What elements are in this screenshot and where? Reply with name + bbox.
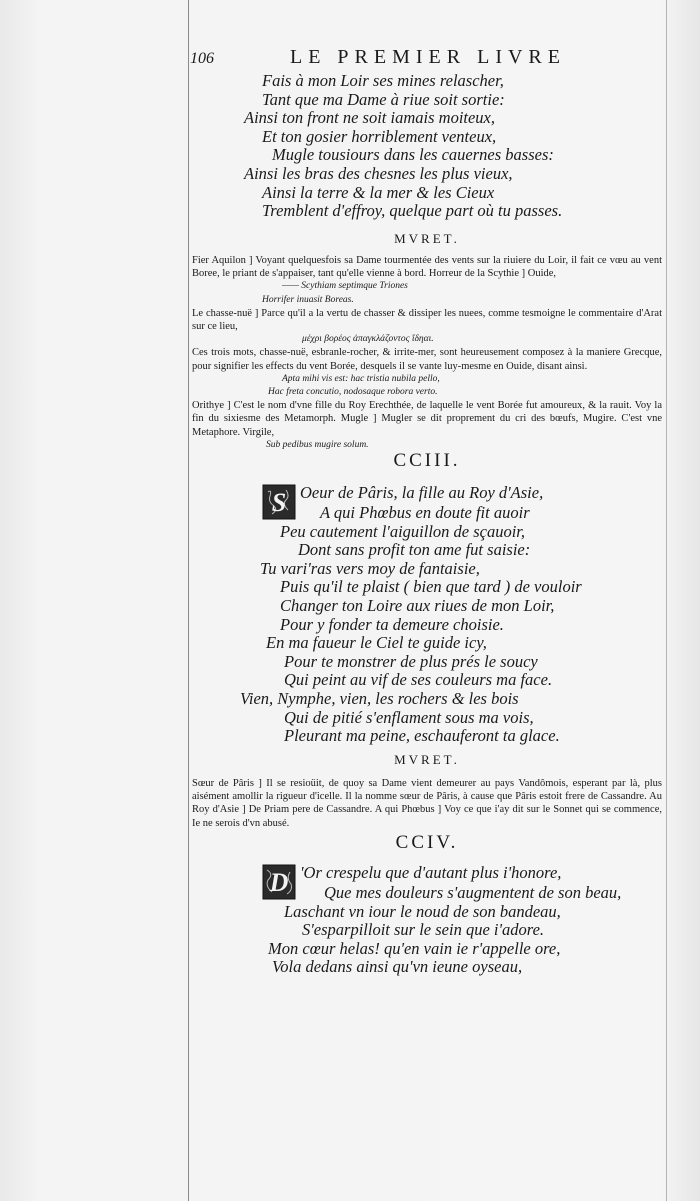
commentary-heading: MVRET. [394, 231, 460, 246]
poem-line: Mugle tousiours dans les cauernes basses: [272, 145, 554, 165]
poem-line: Tant que ma Dame à riue soit sortie: [262, 89, 505, 109]
poem-line: En ma faueur le Ciel te guide icy, [266, 633, 487, 653]
poem-line: Peu cautement l'aiguillon de sçauoir, [280, 521, 526, 541]
commentary-paragraph: Sœur de Pâris ] Il se resioüit, de quoy sa Dame vient demeurer au pays Vandômois, esperant par là, plus aisément amollir la rigueur d'icelle. Il la nomme sœur de Pâris, à cause que Pâris estoit frere de Cassandre. Au Roy d'Asie ] De Priam pere de Cassandre. A qui Phœbus ] Voy ce que i'ay dit sur le Sonnet qui se commence, Ie ne serois d'vn abusé. [192, 778, 662, 829]
poem-line: Changer ton Loire aux riues de mon Loir, [280, 595, 555, 615]
sonnet-number: CCIII. [393, 450, 461, 471]
dropcap-s-icon [262, 484, 296, 520]
commentary-paragraph: Ces trois mots, chasse-nuë, esbranle-rocher, & irrite-mer, sont heureusement composez à la maniere Grecque, pour signifier les effects du vent Borée, desquels il se vante luy-mesme en Ouide, disant ainsi. [192, 347, 662, 372]
svg-text:S: S [271, 488, 287, 517]
latin-quote: —— Scythiam septimque Triones [282, 281, 408, 292]
poem-line: Fais à mon Loir ses mines relascher, [262, 71, 504, 90]
poem-line: Dont sans profit ton ame fut saisie: [298, 540, 531, 560]
poem-line: Ainsi les bras des chesnes les plus vieux, [244, 163, 513, 183]
poem-line: Vola dedans ainsi qu'vn ieune oyseau, [272, 957, 523, 977]
commentary-paragraph: Fier Aquilon ] Voyant quelquesfois sa Dame tourmentée des vents sur la riuiere du Loir, il fait ce vœu au vent Boree, le priant de s'appaiser, tant qu'elle vienne à bord. Horreur de la Scythie ] Ouide, [192, 255, 662, 280]
commentary-heading: MVRET. [394, 752, 460, 767]
commentary-block [192, 777, 662, 830]
poem-line: Mon cœur helas! qu'en vain ie r'appelle ore, [268, 938, 561, 958]
poem-line: Ainsi la terre & la mer & les Cieux [262, 182, 495, 202]
poem-line: S'esparpilloit sur le sein que i'adore. [302, 920, 545, 940]
poem-line: Laschant vn iour le noud de son bandeau, [284, 901, 561, 921]
sonnet-number: CCIV. [395, 832, 459, 853]
poem-line: Puis qu'il te plaist ( bien que tard ) de vouloir [280, 577, 582, 597]
poem-line: Qui peint au vif de ses couleurs ma face. [284, 670, 553, 690]
commentary-paragraph: Le chasse-nuë ] Parce qu'il a la vertu de chasser & dissiper les nuees, comme tesmoigne le commentaire d'Arat sur ce lieu, [192, 307, 662, 333]
sonnet-cciv [262, 864, 642, 977]
poem-line: Pour te monstrer de plus prés le soucy [284, 651, 538, 671]
latin-quote: Sub pedibus mugire solum. [266, 439, 369, 450]
running-head: LE PREMIER LIVRE [290, 46, 566, 68]
poem-continuation [244, 71, 642, 221]
poem-line: A qui Phœbus en doute fit auoir [320, 503, 530, 522]
poem-line-text: Oeur de Pâris, la fille au Roy d'Asie, [300, 483, 544, 502]
poem-line-text: 'Or crespelu que d'autant plus i'honore, [300, 863, 562, 882]
sonnet-ccIII [240, 483, 642, 746]
latin-quote: Horrifer inuasit Boreas. [262, 294, 354, 305]
dropcap-d-icon [262, 864, 296, 900]
poem-line: Ainsi ton front ne soit iamais moiteux, [244, 108, 496, 128]
poem-line: Que mes douleurs s'augmentent de son beau, [324, 883, 622, 902]
page-number: 106 [190, 50, 214, 67]
latin-quote: Hac freta concutio, nodosaque robora verto. [268, 387, 438, 398]
latin-quote: Apta mihi vis est: hac tristia nubila pello, [282, 373, 440, 384]
commentary-block [192, 254, 662, 452]
gutter-rule [188, 0, 189, 1201]
commentary-paragraph: Orithye ] C'est le nom d'vne fille du Roy Erechthée, de laquelle le vent Borée fut amoureux, & la rauit. Voy la fin du sixiesme des Metamorph. Mugle ] Mugler se dit proprement du cri des bœufs, Mugire. C'est vne Metaphore. Virgile, [192, 400, 662, 438]
margin-rule [666, 0, 667, 1201]
poem-line: Pleurant ma peine, eschauferont ta glace. [284, 726, 560, 746]
poem-line: Tu vari'ras vers moy de fantaisie, [260, 558, 480, 578]
poem-line: Tremblent d'effroy, quelque part où tu passes. [262, 201, 563, 221]
poem-line: Pour y fonder ta demeure choisie. [280, 614, 504, 634]
svg-text:D: D [269, 868, 289, 897]
poem-line: Vien, Nymphe, vien, les rochers & les bois [240, 688, 519, 708]
poem-line: Qui de pitié s'enflament sous ma vois, [284, 707, 534, 727]
poem-line: Et ton gosier horriblement venteux, [262, 126, 497, 146]
greek-quote: μέχρι βορέος ἀπαγκλάζοντος ἴδηαι. [302, 334, 434, 345]
